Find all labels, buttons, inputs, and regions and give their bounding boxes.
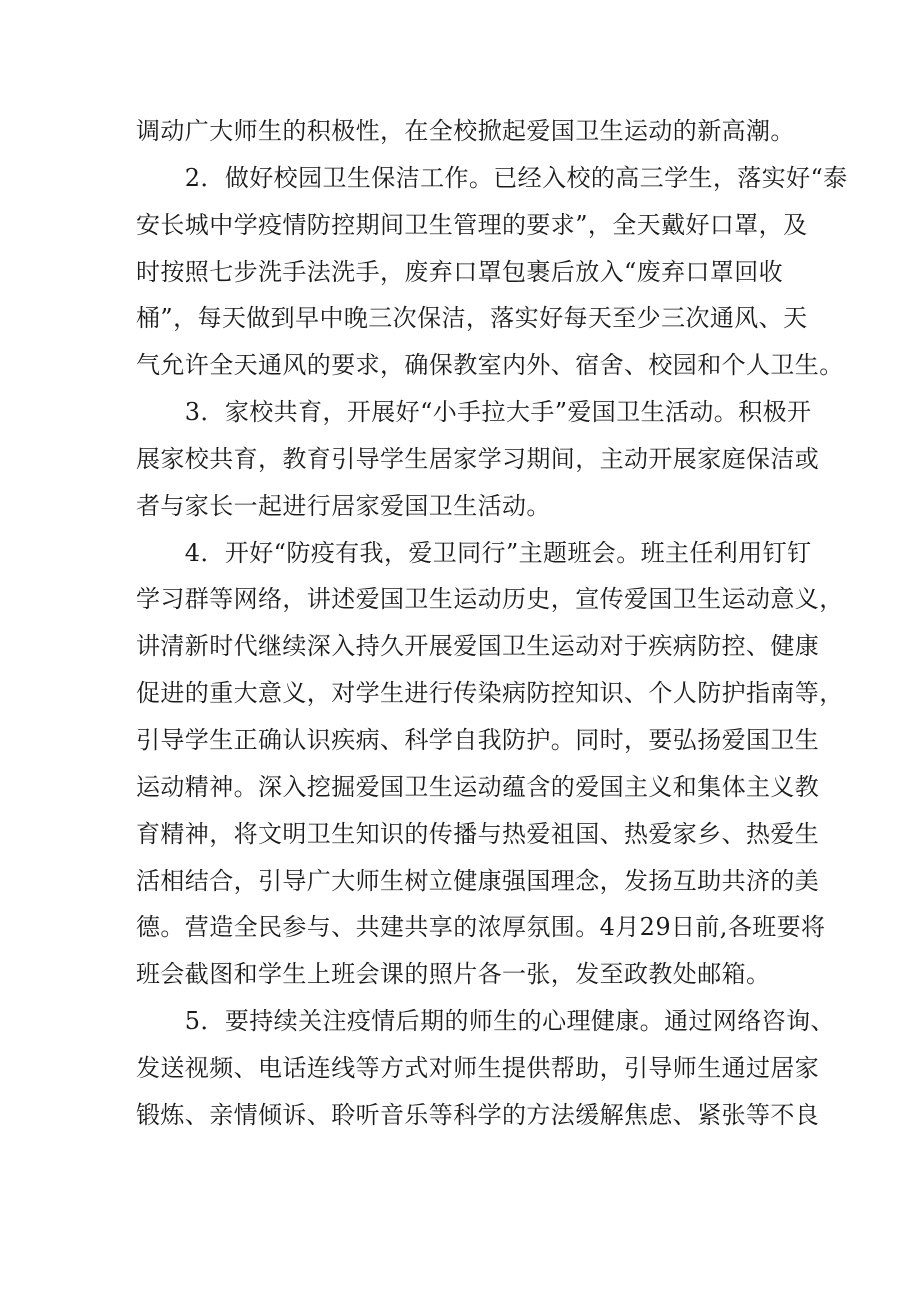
text-line: 学习群等网络，讲述爱国卫生运动历史，宣传爱国卫生运动意义， [136,585,844,614]
paragraph [136,108,796,155]
paragraph [136,155,848,389]
paragraph [136,530,844,998]
text-line: 4．开好“防疫有我，爱卫同行”主题班会。班主任利用钉钉 [136,538,812,567]
paragraph [136,998,835,1139]
text-line: 者与家长一起进行居家爱国卫生活动。 [136,491,551,520]
text-line: 安长城中学疫情防控期间卫生管理的要求”，全天戴好口罩，及 [136,210,808,239]
text-line: 3．家校共育，开展好“小手拉大手”爱国卫生活动。积极开 [136,398,812,427]
text-line: 引导学生正确认识疾病、科学自我防护。同时，要弘扬爱国卫生 [136,725,820,754]
text-line: 活相结合，引导广大师生树立健康强国理念，发扬互助共济的美 [136,866,820,895]
text-line: 气允许全天通风的要求，确保教室内外、宿舍、校园和个人卫生。 [136,351,844,380]
text-line: 展家校共育，教育引导学生居家学习期间，主动开展家庭保洁或 [136,444,820,473]
text-line: 2．做好校园卫生保洁工作。已经入校的高三学生，落实好“泰 [136,163,848,192]
text-line: 锻炼、亲情倾诉、聆听音乐等科学的方法缓解焦虑、紧张等不良 [136,1100,820,1129]
text-line: 班会截图和学生上班会课的照片各一张，发至政教处邮箱。 [136,960,771,989]
text-line: 讲清新时代继续深入持久开展爱国卫生运动对于疾病防控、健康 [136,632,820,661]
text-line: 运动精神。深入挖掘爱国卫生运动蕴含的爱国主义和集体主义教 [136,772,820,801]
text-line: 德。营造全民参与、共建共享的浓厚氛围。4月29日前,各班要将 [136,913,826,942]
text-line: 桶”，每天做到早中晚三次保洁，落实好每天至少三次通风、天 [136,304,808,333]
text-line: 发送视频、电话连线等方式对师生提供帮助，引导师生通过居家 [136,1053,820,1082]
paragraph [136,389,820,530]
text-line: 5．要持续关注疫情后期的师生的心理健康。通过网络咨询、 [136,1007,835,1036]
text-line: 育精神，将文明卫生知识的传播与热爱祖国、热爱家乡、热爱生 [136,819,820,848]
text-line: 促进的重大意义，对学生进行传染病防控知识、个人防护指南等， [136,679,844,708]
text-line: 调动广大师生的积极性，在全校掀起爱国卫生运动的新高潮。 [136,117,795,145]
text-line: 时按照七步洗手法洗手，废弃口罩包裹后放入“废弃口罩回收 [136,257,784,286]
document-body [136,108,848,1139]
